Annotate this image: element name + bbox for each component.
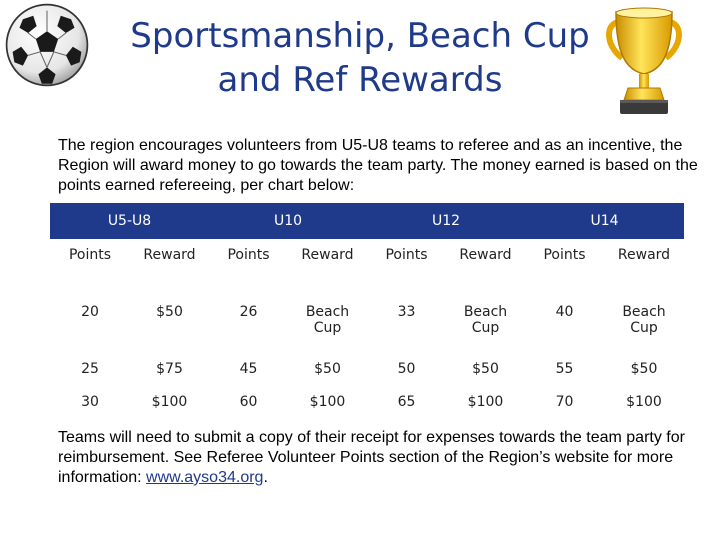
page-title <box>100 14 620 102</box>
closing-period: . <box>263 469 268 486</box>
group-header-u14: U14 <box>525 203 684 239</box>
table-subheader-row <box>50 239 684 292</box>
rewards-table <box>50 203 684 423</box>
table-cell: 33 <box>397 304 416 320</box>
column-header: Points <box>543 247 586 263</box>
table-cell: 65 <box>397 394 416 410</box>
column-header: Reward <box>143 247 196 263</box>
table-cell: Beach Cup <box>463 304 508 336</box>
table-cell: $100 <box>626 394 662 410</box>
soccer-ball-icon <box>4 2 90 88</box>
closing-paragraph <box>58 428 698 488</box>
table-cell: $100 <box>151 394 188 410</box>
website-link[interactable]: www.ayso34.org <box>146 469 264 486</box>
table-cell: $50 <box>630 361 658 377</box>
column-header: Points <box>385 247 428 263</box>
column-header: Points <box>227 247 270 263</box>
table-cell: 40 <box>555 304 574 320</box>
table-cell: Beach Cup <box>622 304 666 336</box>
table-row <box>50 292 684 357</box>
table-cell: $100 <box>309 394 346 410</box>
table-cell: 70 <box>555 394 574 410</box>
table-cell: 30 <box>81 394 99 410</box>
intro-paragraph: The region encourages volunteers from U5-U8 teams to referee and as an incentive, the Region will award money to go towards the team party. The money earned is based on the points earned refereeing, per chart below: <box>58 137 698 194</box>
table-cell: 25 <box>81 361 99 377</box>
column-header: Reward <box>301 247 354 263</box>
table-cell: $50 <box>156 304 183 320</box>
table-cell: $50 <box>472 361 499 377</box>
table-cell: $50 <box>314 361 341 377</box>
title-line-2: and Ref Rewards <box>217 60 503 100</box>
table-cell: Beach Cup <box>305 304 350 336</box>
column-header: Points <box>68 247 112 263</box>
table-cell: 26 <box>239 304 258 320</box>
group-header-u5-u8: U5-U8 <box>50 203 209 239</box>
table-cell: 60 <box>239 394 258 410</box>
closing-text: Teams will need to submit a copy of their receipt for expenses towards the team party for reimbursement. See Referee Volunteer Points section of the Region’s website for more information: <box>58 429 685 486</box>
table-cell: 45 <box>239 361 258 377</box>
group-header-u10: U10 <box>209 203 367 239</box>
table-cell: $100 <box>467 394 504 410</box>
column-header: Reward <box>617 247 671 263</box>
table-cell: 55 <box>555 361 574 377</box>
table-group-header-row <box>50 203 684 239</box>
table-cell: 20 <box>81 304 99 320</box>
table-row <box>50 357 684 390</box>
table-cell: 50 <box>397 361 416 377</box>
table-cell: $75 <box>156 361 183 377</box>
column-header: Reward <box>459 247 512 263</box>
table-row <box>50 390 684 423</box>
title-line-1: Sportsmanship, Beach Cup <box>130 16 590 56</box>
group-header-u12: U12 <box>367 203 525 239</box>
